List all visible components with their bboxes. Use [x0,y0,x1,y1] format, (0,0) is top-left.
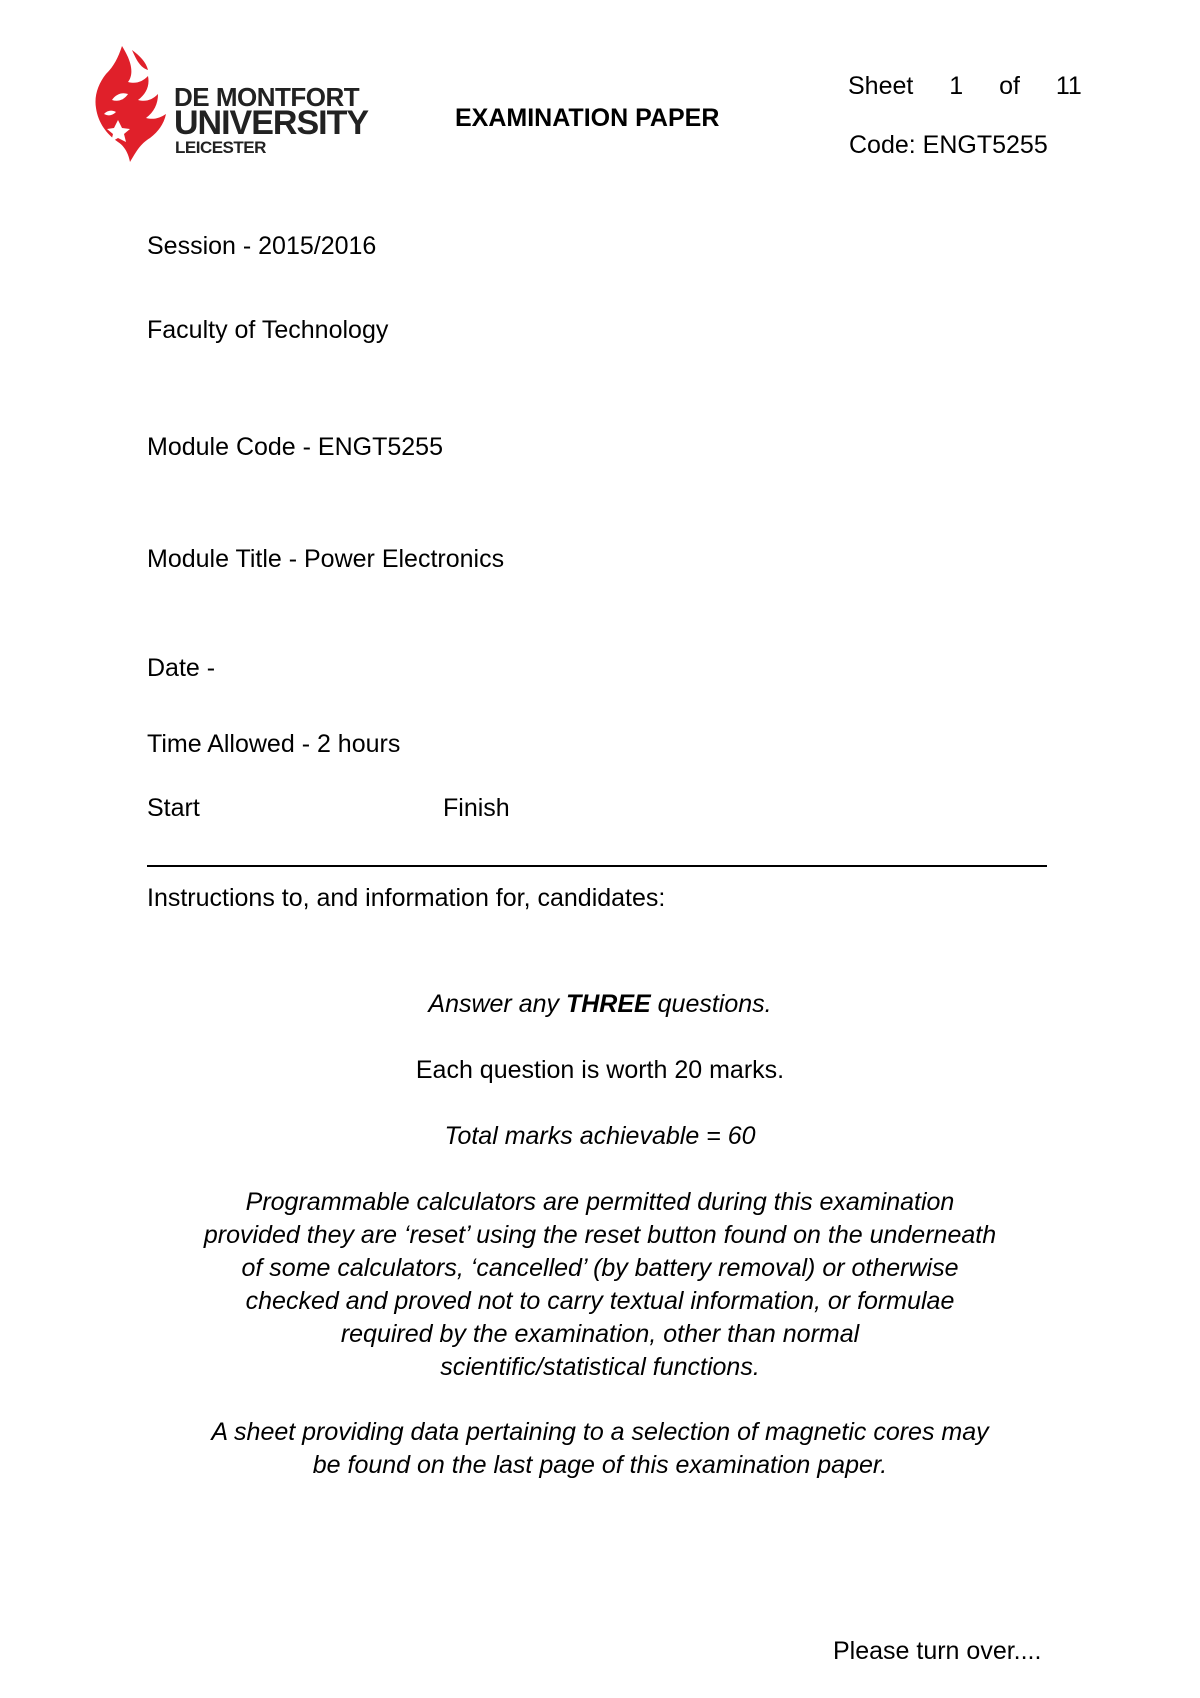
calculator-policy [140,1186,1060,1384]
answer-instruction [140,988,1060,1021]
faculty-field: Faculty of Technology [147,316,389,344]
logo-text-leicester: LEICESTER [175,138,266,157]
sheet-label: Sheet [848,72,914,100]
module-title-field: Module Title - Power Electronics [147,545,505,573]
dmu-logo [92,44,382,169]
exam-code: Code: ENGT5255 [849,131,1048,159]
sheet-indicator [848,72,1082,101]
answer-prefix: Answer any [428,990,566,1018]
logo-text-university: UNIVERSITY [174,104,369,142]
date-field: Date - [147,654,216,682]
time-allowed-field: Time Allowed - 2 hours [147,730,401,758]
module-code-field: Module Code - ENGT5255 [147,433,443,461]
exam-title: EXAMINATION PAPER [455,104,720,132]
calculator-policy-line: checked and proved not to carry textual information, or formulae [245,1287,955,1315]
total-marks: Total marks achievable = 60 [444,1122,756,1150]
session-field: Session - 2015/2016 [147,232,377,260]
answer-count: THREE [565,990,651,1018]
calculator-policy-line: required by the examination, other than normal [340,1320,860,1348]
please-turn-over: Please turn over.... [833,1637,1042,1665]
calculator-policy-line: scientific/statistical functions. [440,1353,760,1381]
finish-field: Finish [443,794,510,822]
logo-text-de-montfort: DE MONTFORT [174,82,360,112]
divider-line [147,865,1047,867]
calculator-policy-line: provided they are ‘reset’ using the reset button found on the underneath [203,1221,997,1249]
data-sheet-note-line: A sheet providing data pertaining to a selection of magnetic cores may [211,1418,989,1446]
answer-suffix: questions. [650,990,772,1018]
instructions-heading: Instructions to, and information for, candidates: [147,884,666,912]
sheet-of-label: of [999,72,1020,100]
marks-per-question: Each question is worth 20 marks. [415,1056,785,1084]
data-sheet-note [140,1416,1060,1482]
lion-crest-icon [92,44,172,164]
sheet-total: 11 [1055,72,1082,100]
calculator-policy-line: Programmable calculators are permitted during this examination [245,1188,955,1216]
calculator-policy-line: of some calculators, ‘cancelled’ (by battery removal) or otherwise [241,1254,959,1282]
sheet-number: 1 [949,72,964,100]
data-sheet-note-line: be found on the last page of this examination paper. [312,1451,888,1479]
start-field: Start [147,794,200,822]
